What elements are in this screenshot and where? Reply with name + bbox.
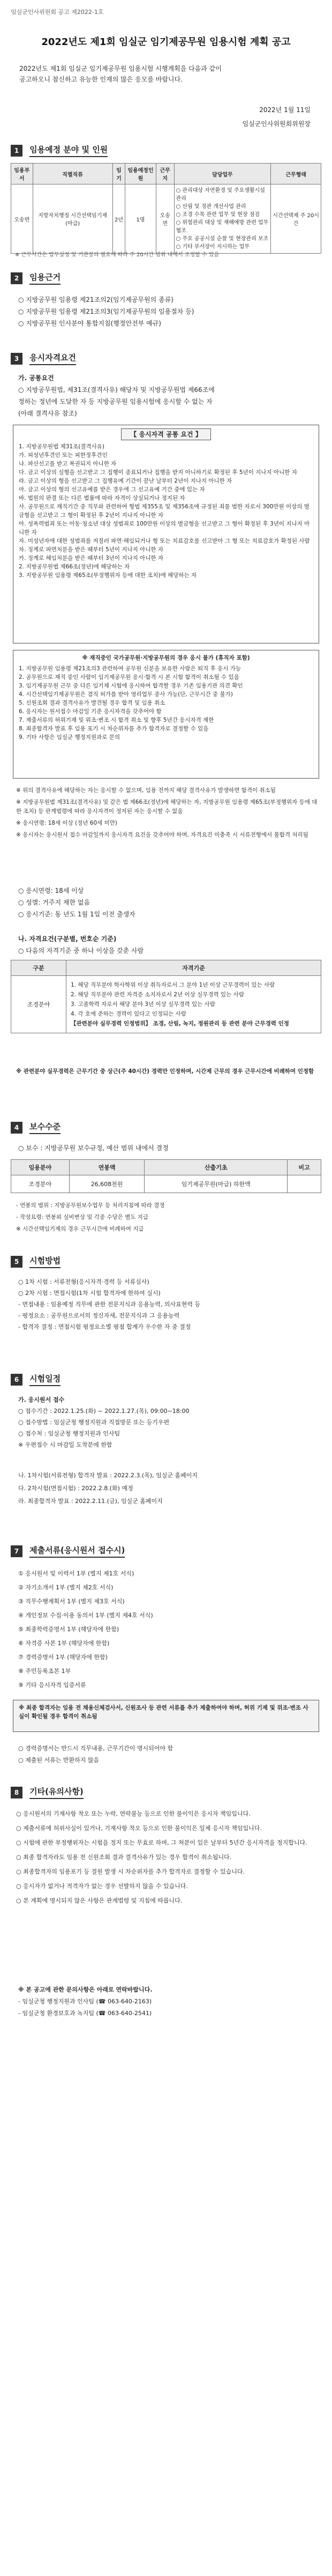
box-line: 3. 임기제공무원 근무 중 다른 임기제 시험에 응시하여 합격할 경우 기존 임용기관 의견 확인 [19, 683, 243, 689]
cell: 26,608천원 [69, 1175, 144, 1193]
section-number: 6 [11, 1374, 22, 1386]
cell-dept: 조경분야 [11, 976, 66, 1033]
note: - 연봉의 범위 : 지방공무원보수업무 등 처리지침에 따라 결정 [16, 1202, 165, 1209]
box-line: 아. 성폭력범죄 또는 아동·청소년 대상 성범죄로 100만원 이상의 벌금형을 선고받고 그 형이 확정된 후 3년이 지나지 아니한 자 [19, 521, 310, 536]
col-header: 구분 [11, 960, 66, 976]
list-item: ○ 1차 시험 : 서류전형(응시자격·경력 등 서류심사) [18, 1278, 149, 1285]
list-item: ○ 지방공무원 인사분야 통합지침(행정안전부 예규) [18, 320, 161, 327]
list-item: ⑨ 기타 응시자격 입증서류 [18, 1682, 86, 1689]
list-item: ○ 성별: 거주지 제한 없음 [18, 899, 90, 906]
pay-notes [16, 1201, 318, 1237]
issuing-org: 임실군인사위원회위원장 [242, 120, 311, 128]
box-line: 마. 금고 이상의 형의 선고유예를 받은 경우에 그 선고유예 기간 중에 있는 자 [19, 486, 205, 493]
box-line: 라. 금고 이상의 형을 선고받고 그 집행유예 기간이 끝난 날부터 2년이 지나지 아니한 자 [19, 478, 232, 484]
common-req-intro [18, 372, 316, 419]
col-header: 임용예정인원 [125, 164, 156, 184]
list-item: ○ 다음의 자격기준 중 하나 이상을 갖춘 사람 [18, 947, 144, 954]
box-line: 다. 금고 이상의 실형을 선고받고 그 집행이 종료되거나 집행을 받지 아니하기로 확정된 후 5년이 지나지 아니한 자 [19, 469, 297, 476]
cell-count: 1명 [125, 184, 156, 254]
list-item: ① 응시원서 및 이력서 1부 (별지 제1호 서식) [18, 1570, 134, 1577]
note: ※ 응시연령: 18세 이상 (정년 60세 미만) [16, 820, 117, 826]
note: ※ 지방공무원법 제31조(결격사유) 및 같은 법 제66조(정년)에 해당하는 자, 지방공무원 임용령 제65조(부정행위자 등에 대한 조치) 등 관계법령에 따라 응시자격이 정지된 자는 응시할 수 없음 [16, 799, 318, 815]
contact-line: - 임실군청 환경보호과 녹지팀 (☎ 063-640-2541) [18, 2010, 152, 2017]
section-label: 임용예정 분야 및 인원 [29, 144, 108, 157]
box-line: 자. 미성년자에 대한 성범죄를 저질러 파면·해임되거나 형 또는 치료감호를 선고받아 그 형 또는 치료감호가 확정된 사람 [19, 538, 310, 544]
disqualification-box [13, 425, 319, 643]
list-item: 다. 2차시험(면접시험) : 2022.2.8.(화) 예정 [18, 1485, 133, 1492]
note: ※ 응시자는 응시원서 접수 마감일까지 응시자격 요건을 갖추어야 하며, 자격요건 미충족 시 서류전형에서 불합격 처리됨 [16, 832, 308, 838]
list-item: ○ 응시기준: 동 년도 1월 1일 이전 출생자 [18, 911, 135, 918]
contact-line: - 임실군청 행정지원과 인사팀 (☎ 063-640-2163) [18, 1998, 152, 2005]
specific-req-intro [18, 933, 316, 957]
box-line: 6. 응시자는 원서접수 마감일 기준 응시자격을 갖추어야 함 [19, 708, 162, 715]
box-line: 5. 신원조회 결과 결격사유가 발견될 경우 합격 및 임용 취소 [19, 700, 165, 706]
table-row [11, 976, 321, 1033]
box-line: 2. 공무원으로 재직 중인 사람이 임기제공무원 응시·합격 시 본 시험 합격이 취소될 수 있음 [19, 674, 239, 680]
cell-requirements [66, 976, 321, 1033]
duty-item: ○ 기타 부서장이 지시하는 업무 [176, 244, 250, 250]
section-label: 임용근거 [29, 271, 61, 285]
col-header: 연봉액 [69, 1160, 144, 1175]
box-title: 【 응시자격 공통 요건 】 [121, 428, 210, 440]
contact-intro: ※ 본 공고에 관한 문의사항은 아래로 연락바랍니다. [18, 1986, 153, 1993]
section-1-heading [11, 144, 321, 158]
cell-dept: 오송면 [11, 184, 33, 254]
section-label: 시험방법 [29, 1255, 61, 1268]
box-line: 4. 시간선택임기제공무원은 겸직 허가를 받아 영리업무 종사 가능(단, 근무시간 중 불가) [19, 691, 233, 698]
list-item: ○ 접수처 : 임실군청 행정지원과 인사팀 [18, 1430, 120, 1437]
list-item: ○ 지방공무원 임용령 제21조의2(임기제공무원의 종류) [18, 296, 173, 304]
box-line: 카. 징계로 해임처분을 받은 때부터 3년이 지나지 아니한 자 [19, 555, 164, 561]
box-line: 나. 파산선고를 받고 복권되지 아니한 자 [19, 461, 117, 467]
subheading: 나. 자격요건(구분별, 번호순 기준) [18, 935, 117, 943]
box-line: 가. 피성년후견인 또는 피한정후견인 [19, 452, 108, 458]
cell [288, 1175, 321, 1193]
cell: 조경분야 [11, 1175, 70, 1193]
list-item: 정하는 정년에 도달한 자 등 지방공무원 임용시험에 응시할 수 없는 자 [18, 398, 213, 405]
result-schedule [18, 1469, 316, 1508]
list-item: ⑦ 경력증명서 1부 (해당자에 한함) [18, 1654, 108, 1661]
col-header: 임용부서 [11, 164, 33, 184]
col-header: 비고 [288, 1160, 321, 1175]
section-4-heading [11, 1121, 321, 1135]
box-line: 8. 최종합격자 발표 후 임용 포기 시 차순위자를 추가 합격자로 결정할 수 있음 [19, 726, 209, 732]
note: ○ 제출서류에 허위사실이 있거나, 기재사항 착오 등으로 인한 불이익은 일체 응시자 책임입니다. [16, 1825, 262, 1832]
list-item: ② 자기소개서 1부 (별지 제2호 서식) [18, 1584, 114, 1591]
list-item: ※ 우편접수 시 마감일 도착분에 한함 [18, 1441, 112, 1448]
section-number: 5 [11, 1256, 22, 1268]
section-number: 2 [11, 272, 22, 284]
note: ※ 시간선택임기제의 경우 근무시간에 비례하여 지급 [16, 1226, 144, 1232]
note: ※ 관련분야 실무경력은 근무기간 중 상근(주 40시간) 경력만 인정하며, 시간제 근무의 경우 근무시간에 비례하여 인정함 [16, 1068, 314, 1075]
box-line: 1. 지방공무원 임용령 제21조의3 관련하여 공무원 신분을 보유한 사람은 퇴직 후 응시 가능 [19, 665, 241, 672]
table-footnote: ※ 근무시간은 업무실정 및 기관장의 필요에 따라 주 20시간 범위 내에서 조정할 수 있음 [15, 252, 220, 258]
req-item: 【관련분야 실무경력 인정범위】 조경, 산림, 녹지, 정원관리 등 관련 분야 근무경력 인정 [71, 1020, 289, 1027]
documents-warning-box [13, 1700, 319, 1732]
duty-item: ○ 위험관리 대상 및 재해예방 관련 업무 협조 [176, 220, 269, 234]
list-item: ③ 직무수행계획서 1부 (별지 제3호 서식) [18, 1598, 125, 1605]
list-item: (아래 결격사유 참조) [18, 410, 77, 417]
duty-item: ○ 조경 수목 관련 업무 및 현장 점검 [176, 212, 260, 218]
col-header: 자격기준 [66, 960, 321, 976]
col-header: 산출기초 [145, 1160, 288, 1175]
box-line: 1. 지방공무원법 제31조(결격사유) [19, 443, 104, 450]
list-item: ○ 지방공무원법, 제31조(결격사유) 해당자 및 지방공무원법 제66조에 [18, 386, 215, 394]
cell: 임기제공무원(마급) 하한액 [145, 1175, 288, 1193]
list-item: ○ 접수기간 : 2022.1.25.(화) ~ 2022.1.27.(목), 09:00~18:00 [18, 1408, 190, 1415]
section-8-heading [11, 1786, 321, 1800]
table-row [11, 184, 321, 254]
section-3-heading [11, 352, 321, 366]
note: ○ 응시자가 없거나 적격자가 없는 경우 선발하지 않을 수 있습니다. [16, 1883, 188, 1890]
position-table [11, 163, 321, 254]
table-header-row [11, 164, 321, 184]
section-5-heading [11, 1255, 321, 1269]
list-item: - 합격자 결정 : 면접시험 평정요소별 평점 합계가 우수한 자 중 결정 [18, 1323, 191, 1330]
list-item: ○ 2차 시험 : 면접시험(1차 시험 합격자에 한하여 실시) [18, 1290, 161, 1297]
subheading: 가. 응시원서 접수 [18, 1396, 65, 1403]
note: ○ 최종 합격자라도 임용 전 신원조회 결과 결격사유가 있는 경우 합격이 취소됩니다. [16, 1854, 232, 1861]
col-header: 근무형태 [271, 164, 321, 184]
note: ○ 시험에 관한 부정행위자는 시험을 정지 또는 무효로 하며, 그 처분이 있은 날부터 5년간 응시자격을 정지합니다. [16, 1839, 307, 1846]
pay-table [11, 1159, 321, 1193]
list-item: - 면접내용 : 임용예정 직무에 관한 전문지식과 응용능력, 의사표현력 등 [18, 1301, 201, 1308]
notice-number: 임실군인사위원회 공고 제2022-1호 [11, 9, 104, 16]
note: ○ 본 계획에 명시되지 않은 사항은 관계법령 및 지침에 따릅니다. [16, 1897, 183, 1904]
documents-tail [18, 1743, 316, 1766]
caution-list [16, 1808, 318, 1909]
req-item: 4. 각 호에 준하는 경력이 있다고 인정되는 사람 [71, 1011, 186, 1017]
intro-line: 2022년도 제1회 임실군 임기제공무원 임용시험 시행계획을 다음과 같이 [19, 65, 222, 72]
note: ○ 응시원서의 기재사항 착오 또는 누락, 연락불능 등으로 인한 불이익은 응시자 책임입니다. [16, 1810, 251, 1817]
list-item: ○ 보수 : 지방공무원 보수규정, 예산 범위 내에서 결정 [18, 1144, 169, 1152]
contact-block [18, 1984, 316, 2019]
list-item: ④ 개인정보 수집·이용 동의서 1부 (별지 제4호 서식) [18, 1612, 153, 1619]
col-header: 담당업무 [174, 164, 271, 184]
box-line: ※ 최종 합격자는 임용 전 채용신체검사서, 신원조사 등 관련 서류를 추가 제출하여야 하며, 허위 기재 및 위조·변조 사실이 확인될 경우 합격이 취소됨 [19, 1705, 308, 1720]
section-6-heading [11, 1373, 321, 1387]
box-line: 차. 징계로 파면처분을 받은 때부터 5년이 지나지 아니한 자 [19, 546, 164, 553]
cell-grade: 지방자치행정 시간선택임기제 (마급) [33, 184, 112, 254]
notice-date: 2022년 1월 11일 [259, 106, 311, 114]
section-2-heading [11, 271, 321, 285]
req-item: 2. 해당 직무분야 관련 자격증 소지자로서 2년 이상 실무경력 있는 사람 [71, 991, 244, 998]
box-line: 2. 지방공무원법 제66조(정년)에 해당하는 자 [19, 564, 130, 570]
list-item: 나. 1차시험(서류전형) 합격자 발표 : 2022.2.3.(목), 임실군 홈페이지 [18, 1472, 198, 1479]
cell-work-type: 시간선택제 주 20시간 [271, 184, 321, 254]
note: ○ 최종합격자의 임용포기 등 결원 발생 시 차순위자를 추가 합격자로 결정할 수 있습니다. [16, 1868, 245, 1875]
cell-duties [174, 184, 271, 254]
note: ※ 위의 결격사유에 해당하는 자는 응시할 수 없으며, 임용 전까지 해당 결격사유가 발생하면 합격이 취소됨 [16, 787, 276, 794]
list-item: ○ 접수방법 : 임실군청 행정지원과 직접방문 또는 등기우편 [18, 1419, 170, 1426]
section-number: 8 [11, 1787, 22, 1798]
cell-location: 오송면 [156, 184, 174, 254]
req-item: 1. 해당 직무분야 학사학위 이상 취득자로서 그 분야 1년 이상 근무경력이 있는 사람 [71, 982, 275, 988]
qualification-notes [16, 786, 318, 842]
list-item: ⑥ 자격증 사본 1부 (해당자에 한함) [18, 1640, 110, 1647]
list-item: ○ 응시연령: 18세 이상 [18, 887, 84, 894]
col-header: 직렬직류 [33, 164, 112, 184]
intro-paragraph [19, 63, 313, 85]
note: - 작성요령: 연봉외 실비변상 및 각종 수당은 별도 지급 [16, 1214, 149, 1220]
section-label: 응시자격요건 [29, 352, 76, 365]
page-title: 2022년도 제1회 임실군 임기제공무원 임용시험 계획 공고 [41, 36, 291, 48]
list-item: ○ 지방공무원 임용령 제21조의3(임기제공무원의 임용절차 등) [18, 308, 194, 315]
box-line: 사. 공무원으로 재직기간 중 직무와 관련하여 형법 제355조 및 제356조에 규정된 죄를 범한 자로서 300만원 이상의 벌금형을 선고받고 그 형이 확정된 후 2년이 지나지 아니한 자 [19, 504, 310, 519]
section-label: 시험일정 [29, 1373, 61, 1386]
exam-method-list [18, 1276, 316, 1333]
col-header: 임용분야 [11, 1160, 70, 1175]
section-number: 3 [11, 353, 22, 365]
list-item: ○ 경력증명서는 반드시 직무내용, 근무기간이 명시되어야 함 [18, 1745, 173, 1752]
list-item: ○ 제출된 서류는 반환하지 않음 [18, 1757, 100, 1764]
duty-item: ○ 산림 및 경관 개선사업 관리 [176, 204, 246, 210]
civil-servant-box [13, 650, 319, 779]
box-line: 7. 제출서류의 허위기재 및 위조·변조 시 합격 취소 및 향후 5년간 응시자격 제한 [19, 717, 214, 723]
section-number: 4 [11, 1122, 22, 1134]
table-row [11, 1175, 321, 1193]
req-note [16, 1067, 318, 1079]
section-7-heading [11, 1544, 321, 1558]
box-line: 9. 기타 사항은 임실군 행정지원과로 문의 [19, 734, 120, 741]
cell-term: 2년 [112, 184, 125, 254]
col-header: 근무지 [156, 164, 174, 184]
requirements-table [11, 960, 321, 1033]
req-item: 3. 고졸학력 자로서 해당 분야 3년 이상 실무경력 있는 사람 [71, 1001, 215, 1008]
box-title: ※ 재직중인 국가공무원·지방공무원의 경우 응시 불가 (휴직자 포함) [82, 655, 250, 661]
pay-intro [18, 1142, 316, 1154]
duty-item: ○ 관리대상 자연환경 및 주요생활시설 관리 [176, 188, 265, 202]
list-item: - 평정요소 : 공무원으로서의 정신자세, 전문지식과 그 응용능력 [18, 1312, 180, 1319]
section-number: 7 [11, 1545, 22, 1557]
section-label: 보수수준 [29, 1121, 61, 1134]
list-item: 라. 최종합격자 발표 : 2022.2.11.(금), 임실군 홈페이지 [18, 1498, 163, 1505]
legal-basis-list [18, 294, 316, 329]
box-line: 3. 지방공무원 임용령 제65조(부정행위자 등에 대한 조치)에 해당하는 자 [19, 572, 197, 579]
section-label: 제출서류(응시원서 접수시) [29, 1544, 125, 1558]
age-requirements [18, 885, 316, 920]
subheading: 가. 공통요건 [18, 374, 54, 382]
box-line: 바. 법원의 판결 또는 다른 법률에 따라 자격이 상실되거나 정지된 자 [19, 495, 185, 501]
section-label: 기타(유의사항) [29, 1786, 84, 1799]
col-header: 임기 [112, 164, 125, 184]
list-item: ⑤ 최종학력증명서 1부 (해당자에 한함) [18, 1626, 119, 1633]
section-number: 1 [11, 145, 22, 157]
application-schedule [18, 1394, 316, 1450]
intro-line: 공고하오니 참신하고 유능한 인재의 많은 응모를 바랍니다. [19, 76, 183, 83]
list-item: ⑧ 주민등록초본 1부 [18, 1668, 71, 1675]
documents-list [18, 1567, 316, 1692]
duty-item: ○ 주요 공공시설 순찰 및 현장관리 보조 [176, 236, 269, 242]
